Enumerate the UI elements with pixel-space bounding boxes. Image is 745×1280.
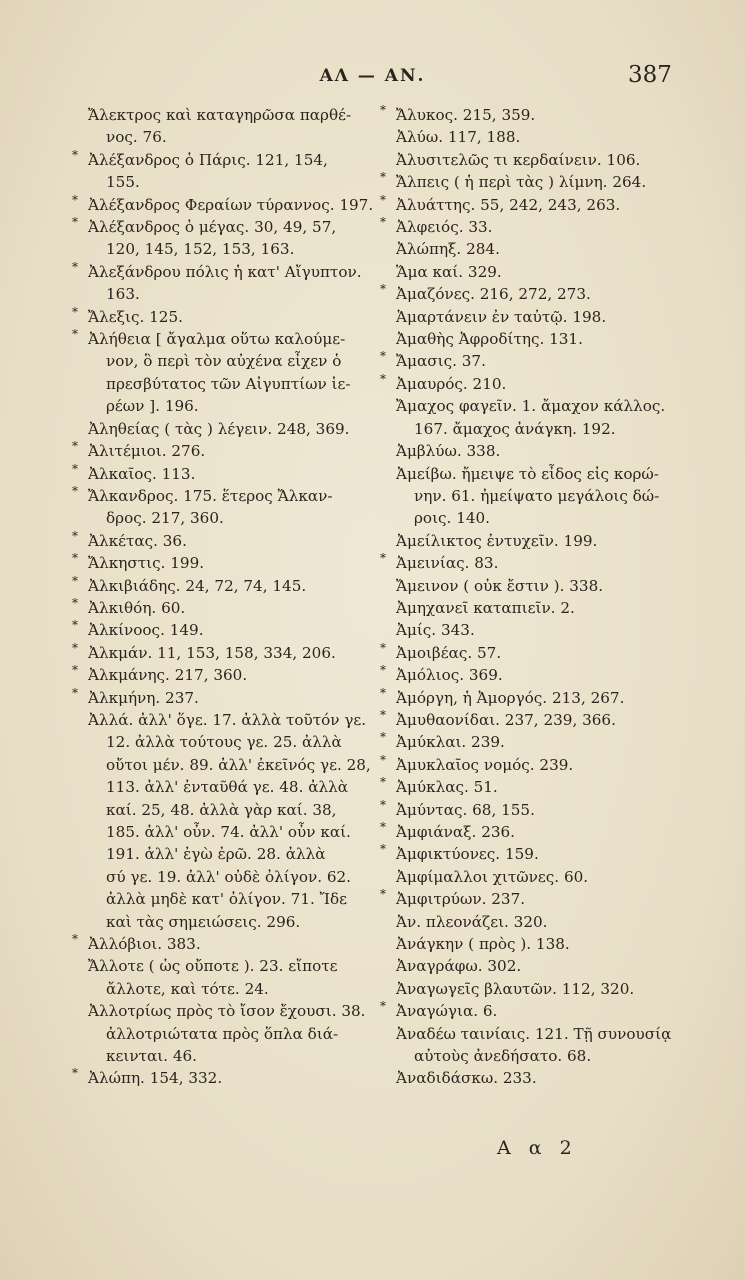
entry-line: ἀλλοτριώτατα πρὸς ὅπλα διά- xyxy=(106,1024,339,1043)
entry-line: Ἀμόλιος. 369. xyxy=(396,666,503,685)
index-entry xyxy=(72,440,368,462)
entry-line: Ἀλέξανδρος ὁ μέγας. 30, 49, 57, xyxy=(88,218,337,237)
entry-line: Ἀμηχανεῖ καταπιεῖν. 2. xyxy=(396,598,575,617)
asterisk-mark: * xyxy=(380,215,386,230)
entry-line: Ἀμύντας. 68, 155. xyxy=(396,800,535,819)
entry-line: Ἀμείλικτος ἐντυχεῖν. 199. xyxy=(396,531,598,550)
entry-line: νον, ὃ περὶ τὸν αὐχένα εἶχεν ὁ xyxy=(106,352,342,371)
index-entry xyxy=(380,933,680,955)
entry-line: Ἀμαθὴς Ἀφροδίτης. 131. xyxy=(396,330,583,349)
entry-line: Ἀλκμάνης. 217, 360. xyxy=(88,666,248,685)
index-entry xyxy=(380,687,680,709)
entry-line: Ἀμοιβέας. 57. xyxy=(396,643,502,662)
index-entry xyxy=(72,530,368,552)
index-entry xyxy=(380,866,680,888)
entry-line: 185. ἀλλ' οὖν. 74. ἀλλ' οὖν καί. xyxy=(106,823,351,841)
index-entry xyxy=(380,821,680,843)
index-entry xyxy=(380,978,680,1000)
entry-line: Ἀλώπηξ. 284. xyxy=(396,240,500,259)
index-entry xyxy=(72,418,368,440)
index-entry xyxy=(380,440,680,462)
entry-line: νην. 61. ἠμείψατο μεγάλοις δώ- xyxy=(414,486,660,505)
entry-line: Ἄλλοτε ( ὡς οὔποτε ). 23. εἴποτε xyxy=(88,957,338,976)
asterisk-mark: * xyxy=(72,1066,78,1081)
entry-line: 120, 145, 152, 153, 163. xyxy=(106,240,295,259)
asterisk-mark: * xyxy=(72,685,78,700)
entry-line: Ἀλέξανδρος Φεραίων τύραννος. 197. xyxy=(88,195,374,214)
asterisk-mark: * xyxy=(72,215,78,230)
asterisk-mark: * xyxy=(380,349,386,364)
index-entry xyxy=(72,485,368,530)
entry-line: Ἀλύω. 117, 188. xyxy=(396,128,521,147)
entry-line: αὐτοὺς ἀνεδήσατο. 68. xyxy=(414,1047,592,1066)
index-entry xyxy=(380,261,680,283)
entry-line: Ἀμίς. 343. xyxy=(396,621,475,640)
entry-line: Ἄλυκος. 215, 359. xyxy=(396,106,536,124)
entry-line: ροις. 140. xyxy=(414,509,491,528)
entry-line: ἄλλοτε, καὶ τότε. 24. xyxy=(106,979,269,998)
entry-line: οὔτοι μέν. 89. ἀλλ' ἐκεῖνός γε. 28, xyxy=(106,755,371,774)
entry-line: ἀλλὰ μηδὲ κατ' ὀλίγον. 71. Ἴδε xyxy=(106,890,347,909)
entry-line: Ἀμυκλαῖος νομός. 239. xyxy=(396,755,574,774)
entry-line: νος. 76. xyxy=(106,128,167,147)
entry-line: καὶ τὰς σημειώσεις. 296. xyxy=(106,912,301,931)
asterisk-mark: * xyxy=(380,663,386,678)
entry-line: Ἀληθείας ( τὰς ) λέγειν. 248, 369. xyxy=(88,419,350,438)
index-entry xyxy=(380,888,680,910)
entry-line: Ἀλιτέμιοι. 276. xyxy=(88,442,206,461)
entry-line: ρέων ]. 196. xyxy=(106,397,199,416)
entry-line: Ἀλκαῖος. 113. xyxy=(88,464,196,483)
index-entry xyxy=(380,530,680,552)
index-column-left xyxy=(72,104,374,1090)
entry-line: κεινται. 46. xyxy=(106,1047,197,1066)
index-entry xyxy=(380,754,680,776)
entry-line: 163. xyxy=(106,285,140,304)
entry-line: Ἄμεινον ( οὐκ ἔστιν ). 338. xyxy=(396,576,604,595)
index-entry xyxy=(72,664,368,686)
entry-line: Ἀμαυρός. 210. xyxy=(396,374,507,393)
asterisk-mark: * xyxy=(72,618,78,633)
running-head: ΑΛ — ΑΝ. xyxy=(319,66,426,86)
entry-line: Ἀμύκλας. 51. xyxy=(396,778,498,797)
entry-line: 155. xyxy=(106,173,140,192)
index-entry xyxy=(380,463,680,530)
asterisk-mark: * xyxy=(380,103,386,117)
index-entry xyxy=(380,171,680,193)
entry-line: Ἀλυσιτελῶς τι κερδαίνειν. 106. xyxy=(396,150,641,169)
entry-line: Ἀμβλύω. 338. xyxy=(396,442,501,461)
entry-line: 113. ἀλλ' ἐνταῦθά γε. 48. ἀλλὰ xyxy=(106,778,348,797)
asterisk-mark: * xyxy=(380,999,386,1014)
entry-line: Ἀλκιθόη. 60. xyxy=(88,598,186,617)
index-entry xyxy=(72,552,368,574)
index-entry xyxy=(72,575,368,597)
asterisk-mark: * xyxy=(72,259,78,274)
index-entry xyxy=(380,575,680,597)
entry-line: Ἀλκμήνη. 237. xyxy=(88,688,199,707)
entry-line: Ἀλήθεια [ ἄγαλμα οὕτω καλούμε- xyxy=(88,330,346,349)
index-entry xyxy=(72,1067,368,1089)
entry-line: δρος. 217, 360. xyxy=(106,509,224,528)
index-entry xyxy=(72,1000,368,1067)
entry-line: Ἀλλοτρίως πρὸς τὸ ἴσον ἔχουσι. 38. xyxy=(88,1002,366,1021)
asterisk-mark: * xyxy=(380,170,386,185)
index-entry xyxy=(380,306,680,328)
entry-line: Ἀλκέτας. 36. xyxy=(88,531,187,550)
entry-line: Ἀναγώγια. 6. xyxy=(396,1002,498,1021)
index-entry xyxy=(380,776,680,798)
index-entry xyxy=(72,192,374,216)
asterisk-mark: * xyxy=(380,820,386,834)
entry-line: πρεσβύτατος τῶν Αἰγυπτίων ἱε- xyxy=(106,374,351,393)
entry-line: Ἀλφειός. 33. xyxy=(396,218,493,237)
entry-line: Ἀλυάττης. 55, 242, 243, 263. xyxy=(396,195,621,214)
asterisk-mark: * xyxy=(380,685,386,700)
entry-line: Ἀνάγκην ( πρὸς ). 138. xyxy=(396,935,570,954)
index-entry xyxy=(380,126,680,148)
entry-line: καί. 25, 48. ἀλλὰ γὰρ καί. 38, xyxy=(106,800,337,819)
index-entry xyxy=(380,709,680,731)
entry-line: Ἄλκανδρος. 175. ἕτερος Ἄλκαν- xyxy=(88,486,333,505)
entry-line: Ἀναδιδάσκω. 233. xyxy=(396,1069,537,1088)
asterisk-mark: * xyxy=(380,730,386,745)
entry-line: 167. ἄμαχος ἀνάγκη. 192. xyxy=(414,419,616,438)
index-entry xyxy=(380,1000,680,1022)
entry-line: Ἀμόργη, ἡ Ἀμοργός. 213, 267. xyxy=(396,688,625,707)
index-entry xyxy=(380,911,680,933)
index-entry xyxy=(380,283,680,305)
index-column-right xyxy=(380,104,680,1090)
asterisk-mark: * xyxy=(72,528,78,543)
entry-line: Ἀμυθαονίδαι. 237, 239, 366. xyxy=(396,710,616,729)
asterisk-mark: * xyxy=(72,192,78,207)
index-entry xyxy=(380,395,680,440)
entry-line: Ἁμαρτάνειν ἐν ταὐτῷ. 198. xyxy=(396,307,607,326)
entry-line: Ἀναγράφω. 302. xyxy=(396,957,522,976)
asterisk-mark: * xyxy=(72,663,78,678)
signature-mark: Α α 2 xyxy=(497,1137,578,1159)
entry-line: Ἄμασις. 37. xyxy=(396,352,486,371)
index-entry xyxy=(380,194,680,216)
asterisk-mark: * xyxy=(72,327,78,342)
asterisk-mark: * xyxy=(72,595,78,610)
index-entry xyxy=(72,463,368,485)
index-entry xyxy=(380,1023,680,1068)
entry-line: Ἅμα καί. 329. xyxy=(396,262,502,281)
asterisk-mark: * xyxy=(72,573,78,588)
index-entry xyxy=(72,261,368,306)
entry-line: Ἀλκίνοος. 149. xyxy=(88,621,204,640)
index-entry xyxy=(380,597,680,619)
index-entry xyxy=(72,597,368,619)
entry-line: Ἀλεξάνδρου πόλις ἡ κατ' Αἴγυπτον. xyxy=(88,262,362,281)
index-entry xyxy=(72,619,368,641)
asterisk-mark: * xyxy=(72,551,78,566)
index-entry xyxy=(72,328,368,418)
asterisk-mark: * xyxy=(380,640,386,655)
asterisk-mark: * xyxy=(72,304,78,319)
index-entry xyxy=(380,216,680,238)
index-entry xyxy=(380,238,680,260)
asterisk-mark: * xyxy=(380,842,386,857)
index-entry xyxy=(380,149,680,171)
index-entry xyxy=(380,373,680,395)
index-entry xyxy=(72,642,368,664)
asterisk-mark: * xyxy=(380,282,386,297)
entry-line: Ἀλλά. ἀλλ' ὅγε. 17. ἀλλὰ τοῦτόν γε. xyxy=(88,710,367,729)
index-entry xyxy=(72,149,368,194)
asterisk-mark: * xyxy=(380,371,386,386)
asterisk-mark: * xyxy=(380,775,386,790)
entry-line: Ἀν. πλεονάζει. 320. xyxy=(396,912,548,931)
entry-line: Ἄλπεις ( ἡ περὶ τὰς ) λίμνη. 264. xyxy=(396,173,647,192)
index-entry xyxy=(72,306,368,328)
index-entry xyxy=(380,799,680,821)
index-entry xyxy=(380,350,680,372)
asterisk-mark: * xyxy=(72,439,78,454)
entry-line: Ἀμφιάναξ. 236. xyxy=(396,823,516,841)
index-entry xyxy=(380,619,680,641)
entry-line: Ἄλκηστις. 199. xyxy=(88,554,205,573)
entry-line: Ἀλώπη. 154, 332. xyxy=(88,1069,223,1088)
entry-line: Ἀμφικτύονες. 159. xyxy=(396,845,539,864)
entry-line: Ἀμαζόνες. 216, 272, 273. xyxy=(396,285,591,304)
index-entry xyxy=(380,1067,680,1089)
index-entry xyxy=(380,642,680,664)
entry-line: Ἀλκιβιάδης. 24, 72, 74, 145. xyxy=(88,576,307,595)
asterisk-mark: * xyxy=(72,461,78,476)
entry-line: Ἀμείβω. ἤμειψε τὸ εἶδος εἰς κορώ- xyxy=(396,464,659,483)
asterisk-mark: * xyxy=(72,483,78,498)
entry-line: Ἀλκμάν. 11, 153, 158, 334, 206. xyxy=(88,643,336,662)
entry-line: Ἀμφιτρύων. 237. xyxy=(396,890,526,909)
entry-line: Ἄμαχος φαγεῖν. 1. ἄμαχον κάλλος. xyxy=(396,397,666,416)
entry-line: Ἀμεινίας. 83. xyxy=(396,554,499,573)
index-entry xyxy=(380,664,680,686)
entry-line: Ἀλλόβιοι. 383. xyxy=(88,935,201,954)
asterisk-mark: * xyxy=(380,752,386,767)
asterisk-mark: * xyxy=(72,640,78,655)
asterisk-mark: * xyxy=(380,887,386,902)
index-entry xyxy=(72,955,368,1000)
index-entry xyxy=(380,843,680,865)
index-entry xyxy=(380,955,680,977)
entry-line: Ἀλέξανδρος ὁ Πάρις. 121, 154, xyxy=(88,150,328,169)
asterisk-mark: * xyxy=(380,192,386,207)
entry-line: Ἄλεξις. 125. xyxy=(88,307,183,326)
index-entry xyxy=(380,552,680,574)
entry-line: Ἄλεκτρος καὶ καταγηρῶσα παρθέ- xyxy=(88,106,352,124)
asterisk-mark: * xyxy=(72,932,78,947)
index-entry xyxy=(380,731,680,753)
index-entry xyxy=(380,328,680,350)
asterisk-mark: * xyxy=(380,797,386,812)
entry-line: Ἀμφίμαλλοι χιτῶνες. 60. xyxy=(396,867,589,886)
asterisk-mark: * xyxy=(380,707,386,722)
entry-line: 191. ἀλλ' ἐγὼ ἐρῶ. 28. ἀλλὰ xyxy=(106,845,326,864)
index-entry xyxy=(72,687,368,709)
asterisk-mark: * xyxy=(380,551,386,566)
entry-line: Ἀναγωγεῖς βλαυτῶν. 112, 320. xyxy=(396,979,635,998)
page-number: 387 xyxy=(628,62,672,88)
entry-line: Ἀναδέω ταινίαις. 121. Τῇ συνουσίᾳ xyxy=(396,1024,672,1043)
index-entry xyxy=(72,216,368,261)
index-entry xyxy=(72,933,368,955)
index-entry xyxy=(72,104,368,149)
entry-line: σύ γε. 19. ἀλλ' οὐδὲ ὀλίγον. 62. xyxy=(106,867,352,886)
entry-line: 12. ἀλλὰ τούτους γε. 25. ἀλλὰ xyxy=(106,733,342,752)
entry-line: Ἀμύκλαι. 239. xyxy=(396,733,505,752)
asterisk-mark: * xyxy=(72,147,78,162)
index-entry xyxy=(380,104,680,126)
index-entry xyxy=(72,709,371,933)
